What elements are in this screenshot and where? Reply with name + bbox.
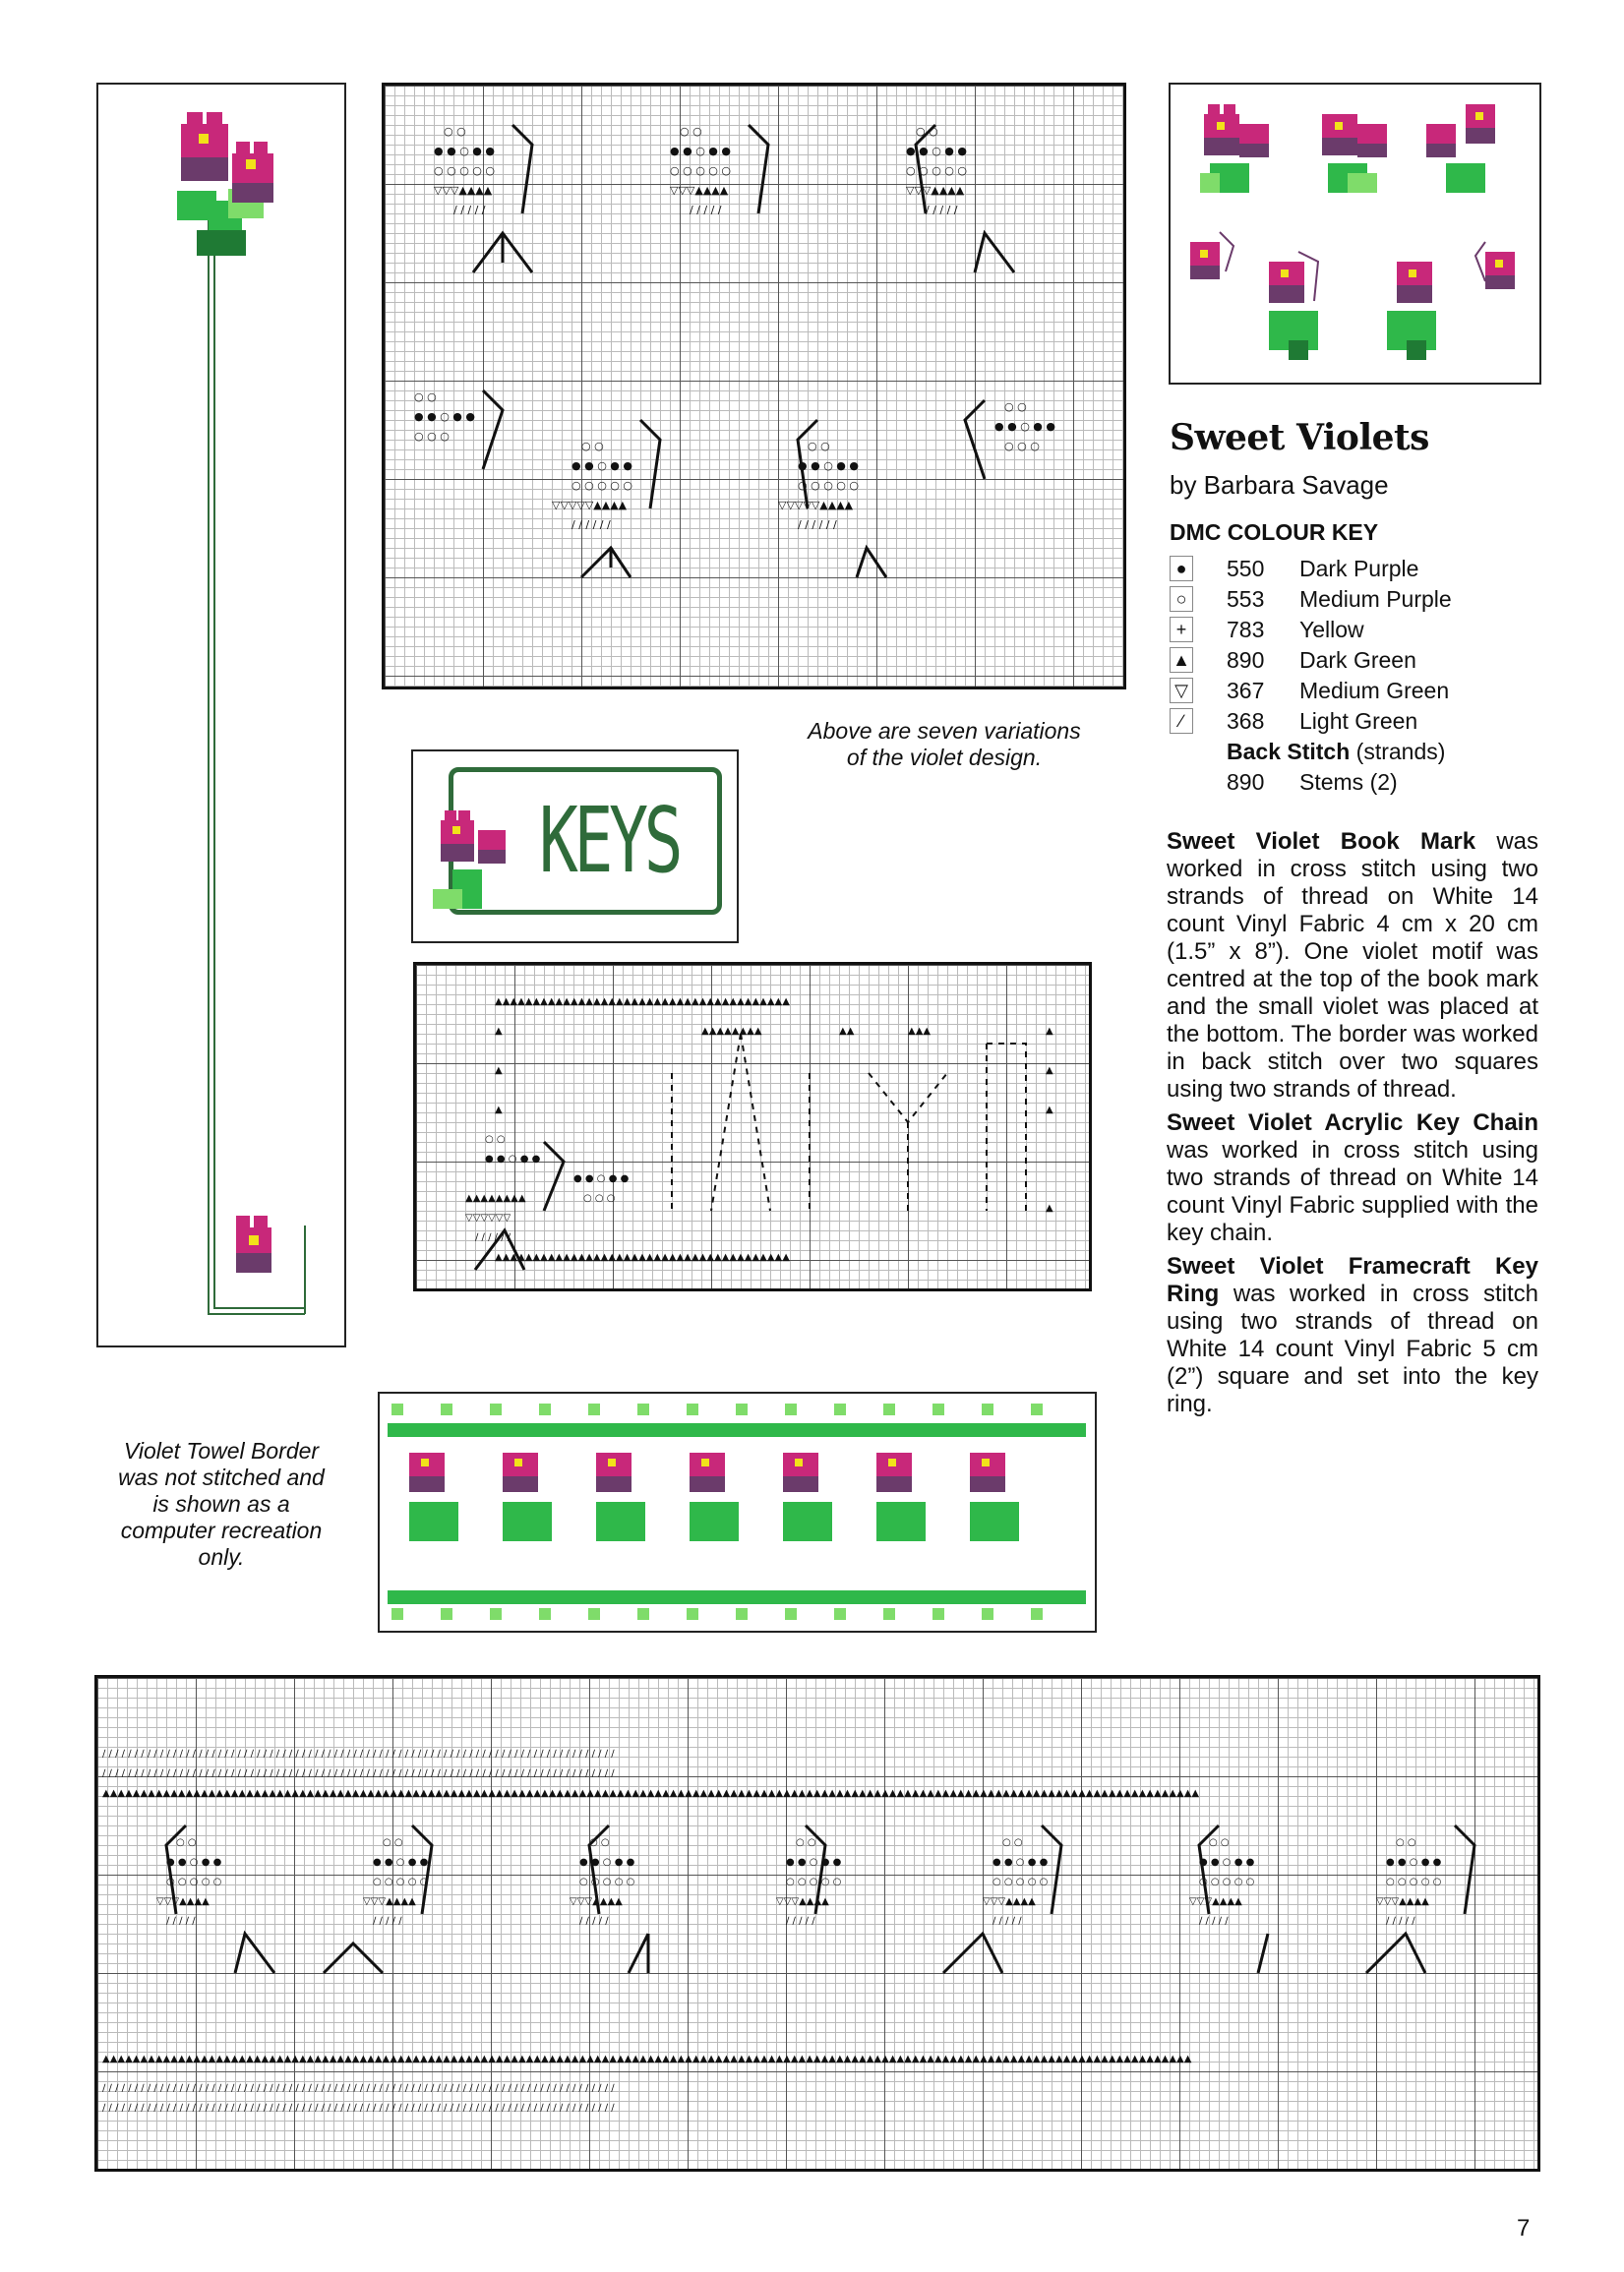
svg-text:● ● ○ ● ●: ● ● ○ ● ● xyxy=(670,145,731,157)
svg-text:∕ ∕ ∕ ∕ ∕: ∕ ∕ ∕ ∕ ∕ xyxy=(992,1916,1022,1927)
instructions-text xyxy=(1167,828,1538,1424)
svg-text:▲: ▲ xyxy=(1046,1065,1053,1076)
svg-text:○ ○: ○ ○ xyxy=(383,1837,403,1848)
svg-text:▽▽▽▲▲▲▲: ▽▽▽▲▲▲▲ xyxy=(363,1896,416,1907)
bookmark-illustration xyxy=(96,83,346,1347)
violet-motif-top xyxy=(177,112,273,256)
svg-text:▽▽▽▲▲▲▲: ▽▽▽▲▲▲▲ xyxy=(1189,1896,1242,1907)
key-code: 367 xyxy=(1227,678,1265,703)
svg-text:∕ ∕ ∕ ∕ ∕: ∕ ∕ ∕ ∕ ∕ xyxy=(1199,1916,1229,1927)
svg-text:○ ○ ○ ○ ○: ○ ○ ○ ○ ○ xyxy=(579,1877,635,1887)
paragraph-lead: Sweet Violet Framecraft Key Ring xyxy=(1167,1253,1538,1307)
svg-text:○ ○ ○ ○ ○: ○ ○ ○ ○ ○ xyxy=(166,1877,222,1887)
svg-text:∕ ∕ ∕ ∕ ∕: ∕ ∕ ∕ ∕ ∕ xyxy=(926,204,958,216)
backstitch-code: 890 xyxy=(1227,769,1265,795)
svg-text:▽▽▽▽▽▲▲▲▲: ▽▽▽▽▽▲▲▲▲ xyxy=(552,499,628,511)
caption-line: Violet Towel Border xyxy=(123,1438,320,1464)
towel-chart-symbols xyxy=(97,1678,1537,2169)
svg-text:∕ ∕ ∕ ∕ ∕ ∕: ∕ ∕ ∕ ∕ ∕ ∕ xyxy=(571,518,611,531)
dark-purple-symbol: ● xyxy=(1170,556,1193,581)
svg-text:○ ○ ○ ○ ○: ○ ○ ○ ○ ○ xyxy=(786,1877,842,1887)
svg-text:○ ○: ○ ○ xyxy=(581,440,604,452)
svg-text:○ ○: ○ ○ xyxy=(808,440,830,452)
motifs-svg xyxy=(1171,85,1539,383)
towel-border-caption xyxy=(89,1438,354,1571)
key-row xyxy=(1170,676,1494,706)
caption-line: is shown as a xyxy=(152,1491,290,1517)
svg-text:● ● ○ ● ●: ● ● ○ ● ● xyxy=(579,1857,635,1868)
key-code: 550 xyxy=(1227,556,1265,581)
svg-text:▲: ▲ xyxy=(1046,1026,1053,1037)
svg-text:▲▲▲: ▲▲▲ xyxy=(908,1026,932,1037)
svg-text:∕ ∕ ∕ ∕ ∕: ∕ ∕ ∕ ∕ ∕ xyxy=(1386,1916,1415,1927)
key-row xyxy=(1170,554,1494,584)
svg-text:∕ ∕ ∕ ∕ ∕: ∕ ∕ ∕ ∕ ∕ xyxy=(690,204,722,216)
svg-text:○ ○: ○ ○ xyxy=(176,1837,197,1848)
svg-text:● ● ○ ● ●: ● ● ○ ● ● xyxy=(573,1173,630,1184)
svg-text:● ● ○ ● ●: ● ● ○ ● ● xyxy=(906,145,967,157)
svg-text:○ ○ ○: ○ ○ ○ xyxy=(414,430,450,443)
svg-text:▽▽▽▲▲▲▲: ▽▽▽▲▲▲▲ xyxy=(776,1896,829,1907)
variations-caption xyxy=(757,718,1131,771)
svg-text:▲: ▲ xyxy=(1046,1203,1053,1214)
svg-text:● ● ○ ● ●: ● ● ○ ● ● xyxy=(571,459,632,472)
dark-green-symbol: ▲ xyxy=(1170,647,1193,673)
key-code: 783 xyxy=(1227,617,1265,642)
svg-text:▲▲▲▲▲▲▲▲: ▲▲▲▲▲▲▲▲ xyxy=(465,1193,526,1204)
light-green-symbol: ∕ xyxy=(1170,708,1193,734)
svg-text:∕ ∕ ∕ ∕ ∕ ∕ ∕ ∕ ∕ ∕ ∕ ∕ ∕ ∕ ∕: ∕ ∕ ∕ ∕ ∕ ∕ ∕ ∕ ∕ ∕ ∕ ∕ ∕ ∕ ∕ ∕ ∕ ∕ ∕ ∕ ∕ ∕ ∕ ∕ ∕ ∕ ∕ ∕ ∕ ∕ ∕ ∕ ∕ ∕ ∕ ∕ ∕ ∕ ∕ ∕ ∕ ∕ ∕ ∕ ∕ ∕ ∕ ∕ ∕ ∕ ∕ ∕ ∕ ∕ ∕ ∕ ∕ ∕ ∕ ∕ ∕ ∕ ∕ ∕ ∕ ∕ ∕ ∕ ∕ ∕ ∕ ∕ ∕ ∕ ∕ ∕ ∕ ∕ ∕ ∕ xyxy=(102,2083,615,2094)
svg-text:▲▲▲▲▲▲▲▲▲▲▲▲▲▲▲▲▲▲▲▲▲▲▲▲▲▲▲▲▲▲: ▲▲▲▲▲▲▲▲▲▲▲▲▲▲▲▲▲▲▲▲▲▲▲▲▲▲▲▲▲▲▲▲▲▲▲▲▲▲▲▲▲▲▲▲▲▲▲▲▲▲▲▲▲▲▲▲▲▲▲▲▲▲▲▲▲▲▲▲▲▲▲▲▲▲▲▲▲▲▲▲▲▲▲▲▲▲▲▲▲▲▲▲▲▲▲▲▲▲▲▲▲▲▲▲▲▲▲▲▲▲▲▲▲▲▲▲▲▲▲▲▲▲▲▲▲▲▲▲▲▲▲▲▲▲▲▲▲▲▲▲▲▲▲▲ xyxy=(102,2054,1192,2064)
svg-text:● ● ○ ● ●: ● ● ○ ● ● xyxy=(373,1857,429,1868)
svg-text:∕ ∕ ∕ ∕ ∕: ∕ ∕ ∕ ∕ ∕ xyxy=(166,1916,196,1927)
towel-border-illustration xyxy=(378,1392,1097,1633)
svg-text:○ ○ ○: ○ ○ ○ xyxy=(583,1193,616,1204)
svg-text:○ ○: ○ ○ xyxy=(1004,400,1027,413)
paragraph-lead: Sweet Violet Acrylic Key Chain xyxy=(1167,1109,1538,1136)
keys-keyring-illustration xyxy=(411,749,739,943)
svg-text:▲: ▲ xyxy=(1046,1105,1053,1115)
svg-text:○ ○ ○ ○ ○: ○ ○ ○ ○ ○ xyxy=(373,1877,429,1887)
svg-text:○ ○: ○ ○ xyxy=(680,125,702,138)
keychain-paragraph xyxy=(1167,1109,1538,1247)
keyring-paragraph xyxy=(1167,1253,1538,1418)
svg-text:▽▽▽▲▲▲▲: ▽▽▽▲▲▲▲ xyxy=(570,1896,623,1907)
svg-text:○ ○ ○ ○ ○: ○ ○ ○ ○ ○ xyxy=(1386,1877,1442,1887)
svg-text:● ● ○ ● ●: ● ● ○ ● ● xyxy=(485,1154,541,1165)
key-colour-name: Light Green xyxy=(1299,708,1418,734)
svg-text:∕ ∕ ∕ ∕ ∕ ∕ ∕ ∕ ∕ ∕ ∕ ∕ ∕ ∕ ∕: ∕ ∕ ∕ ∕ ∕ ∕ ∕ ∕ ∕ ∕ ∕ ∕ ∕ ∕ ∕ ∕ ∕ ∕ ∕ ∕ ∕ ∕ ∕ ∕ ∕ ∕ ∕ ∕ ∕ ∕ ∕ ∕ ∕ ∕ ∕ ∕ ∕ ∕ ∕ ∕ ∕ ∕ ∕ ∕ ∕ ∕ ∕ ∕ ∕ ∕ ∕ ∕ ∕ ∕ ∕ ∕ ∕ ∕ ∕ ∕ ∕ ∕ ∕ ∕ ∕ ∕ ∕ ∕ ∕ ∕ ∕ ∕ ∕ ∕ ∕ ∕ ∕ ∕ ∕ ∕ xyxy=(102,1749,615,1760)
svg-text:● ● ○ ● ●: ● ● ○ ● ● xyxy=(414,410,475,423)
svg-text:○ ○ ○ ○ ○: ○ ○ ○ ○ ○ xyxy=(992,1877,1049,1887)
paragraph-lead: Sweet Violet Book Mark xyxy=(1167,828,1476,855)
svg-text:∕ ∕ ∕ ∕ ∕: ∕ ∕ ∕ ∕ ∕ xyxy=(373,1916,402,1927)
backstitch-label: Back Stitch xyxy=(1227,739,1351,764)
svg-text:○ ○: ○ ○ xyxy=(1002,1837,1023,1848)
svg-text:○ ○ ○ ○ ○: ○ ○ ○ ○ ○ xyxy=(798,479,859,492)
svg-text:▲: ▲ xyxy=(495,1026,503,1037)
key-colour-name: Yellow xyxy=(1299,617,1364,642)
svg-text:○ ○: ○ ○ xyxy=(916,125,938,138)
svg-text:▲: ▲ xyxy=(495,1105,503,1115)
svg-text:○ ○ ○ ○ ○: ○ ○ ○ ○ ○ xyxy=(571,479,632,492)
violet-motifs-colour xyxy=(1169,83,1541,385)
svg-text:○ ○: ○ ○ xyxy=(414,390,437,403)
towel-border-chart xyxy=(94,1675,1540,2172)
caption-line: computer recreation xyxy=(120,1518,323,1543)
svg-text:▲▲▲▲▲▲▲▲▲▲▲▲▲▲▲▲▲▲▲▲▲▲▲▲▲▲▲▲▲▲: ▲▲▲▲▲▲▲▲▲▲▲▲▲▲▲▲▲▲▲▲▲▲▲▲▲▲▲▲▲▲▲▲▲▲▲▲▲▲▲ xyxy=(495,1252,790,1263)
violet-motif-bottom xyxy=(236,1216,271,1273)
bookmark-paragraph xyxy=(1167,828,1538,1104)
svg-text:○ ○: ○ ○ xyxy=(1396,1837,1416,1848)
svg-text:▲: ▲ xyxy=(495,1065,503,1076)
key-row xyxy=(1170,615,1494,645)
caption-line: Above are seven variations xyxy=(808,718,1081,744)
svg-text:○ ○ ○ ○ ○: ○ ○ ○ ○ ○ xyxy=(1199,1877,1255,1887)
svg-text:∕ ∕ ∕ ∕ ∕: ∕ ∕ ∕ ∕ ∕ xyxy=(786,1916,815,1927)
key-colour-name: Medium Purple xyxy=(1299,586,1452,612)
key-row xyxy=(1170,706,1494,737)
page-title: Sweet Violets xyxy=(1170,417,1429,458)
backstitch-suffix: (strands) xyxy=(1355,739,1446,764)
variations-symbols xyxy=(385,86,1123,687)
key-row xyxy=(1170,645,1494,676)
colour-key-heading: DMC COLOUR KEY xyxy=(1170,519,1379,545)
svg-text:● ● ○ ● ●: ● ● ○ ● ● xyxy=(994,420,1055,433)
medium-green-symbol: ▽ xyxy=(1170,678,1193,703)
svg-text:○ ○ ○: ○ ○ ○ xyxy=(1004,440,1040,452)
backstitch-row xyxy=(1170,767,1494,798)
key-colour-name: Medium Green xyxy=(1299,678,1450,703)
svg-text:∕ ∕ ∕ ∕ ∕ ∕: ∕ ∕ ∕ ∕ ∕ ∕ xyxy=(475,1232,511,1243)
svg-text:∕ ∕ ∕ ∕ ∕ ∕: ∕ ∕ ∕ ∕ ∕ ∕ xyxy=(798,518,837,531)
page-number: 7 xyxy=(1517,2215,1531,2242)
svg-text:∕ ∕ ∕ ∕ ∕ ∕ ∕ ∕ ∕ ∕ ∕ ∕ ∕ ∕ ∕: ∕ ∕ ∕ ∕ ∕ ∕ ∕ ∕ ∕ ∕ ∕ ∕ ∕ ∕ ∕ ∕ ∕ ∕ ∕ ∕ ∕ ∕ ∕ ∕ ∕ ∕ ∕ ∕ ∕ ∕ ∕ ∕ ∕ ∕ ∕ ∕ ∕ ∕ ∕ ∕ ∕ ∕ ∕ ∕ ∕ ∕ ∕ ∕ ∕ ∕ ∕ ∕ ∕ ∕ ∕ ∕ ∕ ∕ ∕ ∕ ∕ ∕ ∕ ∕ ∕ ∕ ∕ ∕ ∕ ∕ ∕ ∕ ∕ ∕ ∕ ∕ ∕ ∕ ∕ ∕ xyxy=(102,2103,615,2114)
keys-violet xyxy=(423,810,541,928)
key-code: 890 xyxy=(1227,647,1265,673)
svg-text:▽▽▽▲▲▲▲: ▽▽▽▲▲▲▲ xyxy=(906,184,965,197)
svg-text:● ● ○ ● ●: ● ● ○ ● ● xyxy=(992,1857,1049,1868)
svg-text:○ ○ ○ ○ ○: ○ ○ ○ ○ ○ xyxy=(906,164,967,177)
svg-text:▽▽▽▽▽▽: ▽▽▽▽▽▽ xyxy=(465,1213,511,1224)
svg-text:∕ ∕ ∕ ∕ ∕ ∕ ∕ ∕ ∕ ∕ ∕ ∕ ∕ ∕ ∕: ∕ ∕ ∕ ∕ ∕ ∕ ∕ ∕ ∕ ∕ ∕ ∕ ∕ ∕ ∕ ∕ ∕ ∕ ∕ ∕ ∕ ∕ ∕ ∕ ∕ ∕ ∕ ∕ ∕ ∕ ∕ ∕ ∕ ∕ ∕ ∕ ∕ ∕ ∕ ∕ ∕ ∕ ∕ ∕ ∕ ∕ ∕ ∕ ∕ ∕ ∕ ∕ ∕ ∕ ∕ ∕ ∕ ∕ ∕ ∕ ∕ ∕ ∕ ∕ ∕ ∕ ∕ ∕ ∕ ∕ ∕ ∕ ∕ ∕ ∕ ∕ ∕ ∕ ∕ ∕ xyxy=(102,1768,615,1779)
svg-text:○ ○: ○ ○ xyxy=(1209,1837,1230,1848)
violet-variations-chart xyxy=(382,83,1126,689)
svg-text:▽▽▽▲▲▲▲: ▽▽▽▲▲▲▲ xyxy=(670,184,729,197)
svg-text:▽▽▽▲▲▲▲: ▽▽▽▲▲▲▲ xyxy=(983,1896,1036,1907)
byline: by Barbara Savage xyxy=(1170,470,1389,500)
svg-text:▲▲▲▲▲▲▲▲▲▲▲▲▲▲▲▲▲▲▲▲▲▲▲▲▲▲▲▲▲▲: ▲▲▲▲▲▲▲▲▲▲▲▲▲▲▲▲▲▲▲▲▲▲▲▲▲▲▲▲▲▲▲▲▲▲▲▲▲▲▲▲▲▲▲▲▲▲▲▲▲▲▲▲▲▲▲▲▲▲▲▲▲▲▲▲▲▲▲▲▲▲▲▲▲▲▲▲▲▲▲▲▲▲▲▲▲▲▲▲▲▲▲▲▲▲▲▲▲▲▲▲▲▲▲▲▲▲▲▲▲▲▲▲▲▲▲▲▲▲▲▲▲▲▲▲▲▲▲▲▲▲▲▲▲▲▲▲▲▲▲▲▲▲▲▲▲ xyxy=(102,1788,1200,1799)
caption-line: was not stitched and xyxy=(118,1465,325,1490)
svg-text:○ ○: ○ ○ xyxy=(444,125,466,138)
paragraph-text: was worked in cross stitch using two strands of thread on White 14 count Vinyl Fabric supplied with the key chain. xyxy=(1167,1137,1538,1246)
paragraph-text: was worked in cross stitch using two strands of thread on White 14 count Vinyl Fabric 4 cm x 20 cm (1.5” x 8”). One violet motif was centred at the top of the book mark and the small violet was placed at the bottom. The border was worked in back stitch over two squares using two strands of thread. xyxy=(1167,828,1538,1103)
key-colour-name: Dark Green xyxy=(1299,647,1416,673)
svg-text:● ● ○ ● ●: ● ● ○ ● ● xyxy=(1386,1857,1442,1868)
svg-text:▲▲: ▲▲ xyxy=(839,1026,855,1037)
backstitch-heading xyxy=(1227,737,1551,767)
svg-text:∕ ∕ ∕ ∕ ∕: ∕ ∕ ∕ ∕ ∕ xyxy=(453,204,486,216)
svg-text:● ● ○ ● ●: ● ● ○ ● ● xyxy=(1199,1857,1255,1868)
svg-text:● ● ○ ● ●: ● ● ○ ● ● xyxy=(434,145,495,157)
svg-text:○ ○: ○ ○ xyxy=(589,1837,610,1848)
svg-text:▽▽▽▲▲▲▲: ▽▽▽▲▲▲▲ xyxy=(156,1896,210,1907)
medium-purple-symbol: ○ xyxy=(1170,586,1193,612)
backstitch-name: Stems (2) xyxy=(1299,769,1398,795)
svg-text:∕ ∕ ∕ ∕ ∕: ∕ ∕ ∕ ∕ ∕ xyxy=(579,1916,609,1927)
svg-text:▽▽▽▲▲▲▲: ▽▽▽▲▲▲▲ xyxy=(1376,1896,1429,1907)
svg-text:▲▲▲▲▲▲▲▲▲▲▲▲▲▲▲▲▲▲▲▲▲▲▲▲▲▲▲▲▲▲: ▲▲▲▲▲▲▲▲▲▲▲▲▲▲▲▲▲▲▲▲▲▲▲▲▲▲▲▲▲▲▲▲▲▲▲▲▲▲▲ xyxy=(495,996,790,1007)
bookmark-svg xyxy=(98,85,344,1345)
yellow-symbol: + xyxy=(1170,617,1193,642)
svg-text:○ ○: ○ ○ xyxy=(485,1134,506,1145)
colour-key xyxy=(1170,554,1504,811)
keys-chart xyxy=(413,962,1092,1291)
svg-text:○ ○ ○ ○ ○: ○ ○ ○ ○ ○ xyxy=(434,164,495,177)
svg-text:● ● ○ ● ●: ● ● ○ ● ● xyxy=(166,1857,222,1868)
towel-border-svg xyxy=(380,1394,1095,1631)
key-code: 368 xyxy=(1227,708,1265,734)
caption-line: only. xyxy=(198,1544,245,1570)
key-colour-name: Dark Purple xyxy=(1299,556,1419,581)
svg-text:● ● ○ ● ●: ● ● ○ ● ● xyxy=(786,1857,842,1868)
svg-text:○ ○ ○ ○ ○: ○ ○ ○ ○ ○ xyxy=(670,164,731,177)
svg-text:▽▽▽▽▽▲▲▲▲: ▽▽▽▽▽▲▲▲▲ xyxy=(778,499,854,511)
svg-text:● ● ○ ● ●: ● ● ○ ● ● xyxy=(798,459,859,472)
caption-line: of the violet design. xyxy=(846,745,1043,770)
svg-text:○ ○: ○ ○ xyxy=(796,1837,816,1848)
keys-chart-symbols xyxy=(416,965,1089,1288)
key-code: 553 xyxy=(1227,586,1265,612)
keys-word: KEYS xyxy=(539,788,680,893)
key-row xyxy=(1170,584,1494,615)
paragraph-text: was worked in cross stitch using two strands of thread on White 14 count Vinyl Fabric 5 cm (2”) square and set into the key ring. xyxy=(1167,1281,1538,1417)
svg-text:▲▲▲▲▲▲▲▲: ▲▲▲▲▲▲▲▲ xyxy=(701,1026,762,1037)
svg-text:▽▽▽▲▲▲▲: ▽▽▽▲▲▲▲ xyxy=(434,184,493,197)
